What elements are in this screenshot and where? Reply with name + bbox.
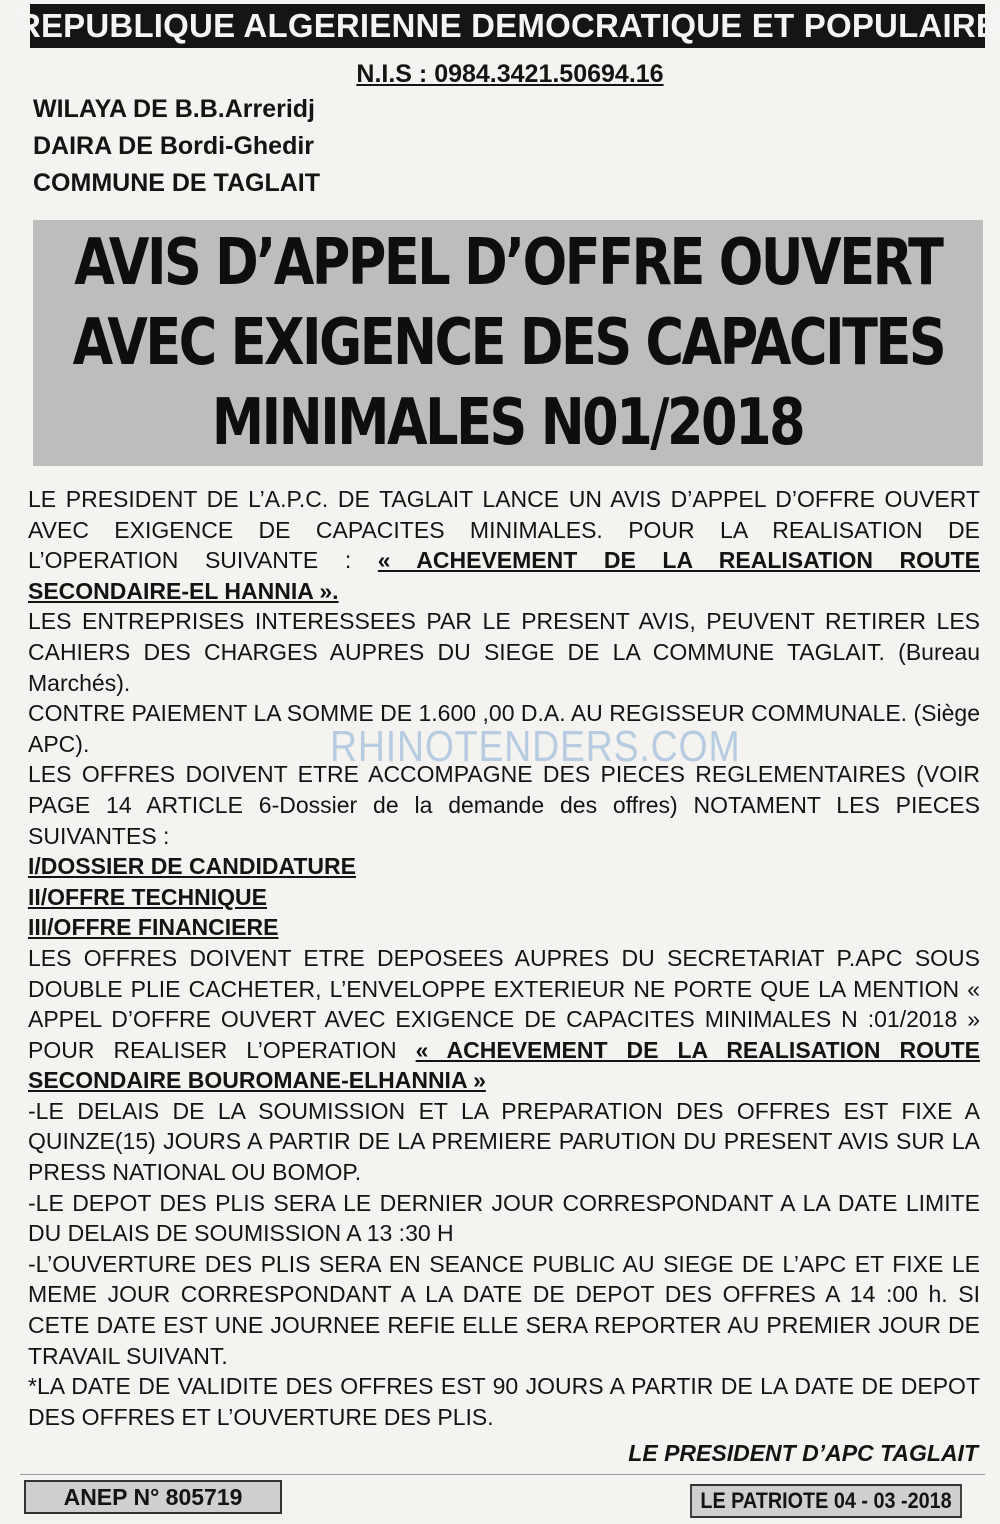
footer-divider: [20, 1474, 985, 1475]
paragraph-documents: LES OFFRES DOIVENT ETRE ACCOMPAGNE DES PIECES REGLEMENTAIRES (VOIR PAGE 14 ARTICLE 6-Dossier de la demande des offres) NOTAMENT LES PIECES SUIVANTES :: [28, 761, 980, 849]
paragraph-submission-time: -LE DEPOT DES PLIS SERA LE DERNIER JOUR CORRESPONDANT A LA DATE LIMITE DU DELAIS DE SOUMISSION A 13 :30 H: [28, 1189, 980, 1247]
anep-number-box: ANEP N° 805719: [24, 1480, 282, 1514]
notice-title-line-1: AVIS D’APPEL D’OFFRE OUVERT: [74, 226, 942, 300]
commune-line: COMMUNE DE TAGLAIT: [33, 169, 321, 197]
list-item-financial-offer: III/OFFRE FINANCIERE: [28, 914, 279, 941]
paragraph-deposit: [28, 943, 980, 1096]
republic-banner: REPUBLIQUE ALGERIENNE DEMOCRATIQUE ET POPULAIRE: [30, 4, 985, 48]
notice-title-line-2: AVEC EXIGENCE DES CAPACITES: [72, 306, 944, 380]
operation-name-2: « ACHEVEMENT DE LA REALISATION ROUTE SECONDAIRE BOUROMANE-ELHANNIA »: [28, 1036, 980, 1094]
notice-body: [28, 484, 980, 1432]
intro-text: LE PRESIDENT DE L’A.P.C. DE TAGLAIT LANCE UN AVIS D’APPEL D’OFFRE OUVERT AVEC EXIGENCE DE CAPACITES MINIMALES. POUR LA REALISATION DE L’OPERATION SUIVANTE :: [28, 486, 980, 574]
daira-line: DAIRA DE Bordi-Ghedir: [33, 132, 315, 160]
newspaper-date-box: LE PATRIOTE 04 - 03 -2018: [690, 1484, 962, 1518]
watermark: RHINOTENDERS.COM: [330, 722, 741, 771]
deposit-text: LES OFFRES DOIVENT ETRE DEPOSEES AUPRES DU SECRETARIAT P.APC SOUS DOUBLE PLIE CACHETER, L’ENVELOPPE EXTERIEUR NE PORTE QUE LA MENTION « APPEL D’OFFRE OUVERT AVEC EXIGENCE DE CAPACITES MINIMALES N :01/2018 » POUR REALISER L’OPERATION: [28, 944, 980, 1063]
list-item-technical-offer: II/OFFRE TECHNIQUE: [28, 883, 267, 910]
notice-title-line-3: MINIMALES N01/2018: [212, 386, 804, 460]
list-item-candidature: I/DOSSIER DE CANDIDATURE: [28, 853, 356, 880]
wilaya-line: WILAYA DE B.B.Arreridj: [33, 95, 316, 123]
nis-number: N.I.S : 0984.3421.50694.16: [356, 60, 664, 88]
paragraph-validity: *LA DATE DE VALIDITE DES OFFRES EST 90 JOURS A PARTIR DE LA DATE DE DEPOT DES OFFRES ET L’OUVERTURE DES PLIS.: [28, 1373, 980, 1430]
operation-name: « ACHEVEMENT DE LA REALISATION ROUTE SECONDAIRE-EL HANNIA ».: [28, 547, 981, 604]
signature: LE PRESIDENT D’APC TAGLAIT: [628, 1440, 978, 1466]
paragraph-deadline: -LE DELAIS DE LA SOUMISSION ET LA PREPARATION DES OFFRES EST FIXE A QUINZE(15) JOURS A PARTIR DE LA PREMIERE PARUTION DU PRESENT AVIS SUR LA PRESS NATIONAL OU BOMOP.: [28, 1097, 980, 1186]
paragraph-payment: CONTRE PAIEMENT LA SOMME DE 1.600 ,00 D.A. AU REGISSEUR COMMUNALE. (Siège APC).: [28, 700, 980, 757]
paragraph-intro: [28, 484, 980, 606]
paragraph-opening: -L’OUVERTURE DES PLIS SERA EN SEANCE PUBLIC AU SIEGE DE L’APC ET FIXE LE MEME JOUR CORRESPONDANT A LA DATE DE DEPOT DES OFFRES A 14 :00 h. SI CETE DATE EST UNE JOURNEE REFIE ELLE SERA REPORTER AU PREMIER JOUR DE TRAVAIL SUIVANT.: [28, 1250, 980, 1369]
paragraph-withdrawal: LES ENTREPRISES INTERESSEES PAR LE PRESENT AVIS, PEUVENT RETIRER LES CAHIERS DES CHARGES AUPRES DU SIEGE DE LA COMMUNE TAGLAIT. (Bureau Marchés).: [28, 608, 980, 696]
notice-title-box: [33, 220, 983, 466]
